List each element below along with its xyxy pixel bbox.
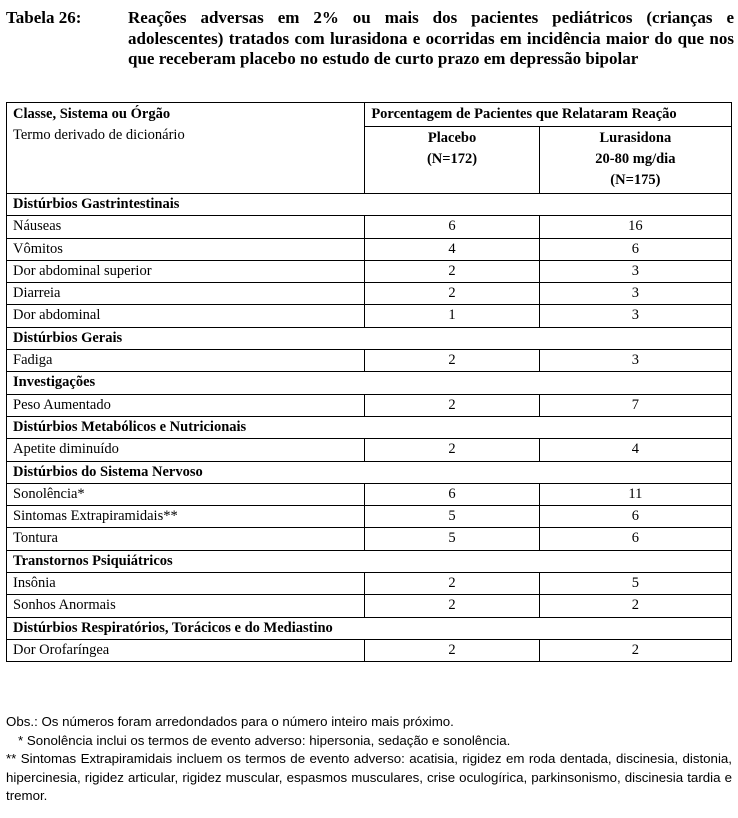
table-row: [7, 305, 732, 327]
term-cell: Tontura: [7, 528, 365, 550]
placebo-value: 2: [365, 439, 539, 461]
lurasidona-value: 3: [539, 305, 731, 327]
header-lurasidona: [539, 127, 731, 194]
section-name: Distúrbios do Sistema Nervoso: [7, 461, 732, 483]
header-lurasidona-label: Lurasidona: [599, 130, 672, 146]
table-row: [7, 260, 732, 282]
header-group: Porcentagem de Pacientes que Relataram Reação: [365, 103, 732, 127]
table-row: [7, 595, 732, 617]
header-placebo: [365, 127, 539, 194]
lurasidona-value: 16: [539, 216, 731, 238]
header-termo: Termo derivado de dicionário: [13, 127, 185, 143]
note-sonolencia: * Sonolência inclui os termos de evento adverso: hipersonia, sedação e sonolência.: [18, 732, 511, 748]
placebo-value: 5: [365, 506, 539, 528]
term-cell: Peso Aumentado: [7, 394, 365, 416]
lurasidona-value: 2: [539, 639, 731, 661]
placebo-value: 2: [365, 394, 539, 416]
term-cell: Insônia: [7, 573, 365, 595]
section-row: [7, 550, 732, 572]
header-classe-title: Classe, Sistema ou Órgão: [13, 106, 171, 122]
header-row-1: [7, 103, 732, 127]
table-row: [7, 483, 732, 505]
lurasidona-value: 11: [539, 483, 731, 505]
header-placebo-label: Placebo: [427, 130, 477, 146]
section-row: [7, 327, 732, 349]
lurasidona-value: 3: [539, 350, 731, 372]
placebo-value: 6: [365, 216, 539, 238]
table-number: Tabela 26:: [6, 8, 82, 27]
note-extrapiramidais: ** Sintomas Extrapiramidais incluem os termos de evento adverso: acatisia, rigidez em roda dentada, discinesia, distonia, hipercinesia, rigidez articular, rigidez muscular, espasmos musculares, crise oculogírica, parkinsonismo, discinesia tardia e tremor.: [6, 751, 732, 804]
table-row: [7, 639, 732, 661]
placebo-value: 2: [365, 283, 539, 305]
section-row: [7, 617, 732, 639]
adverse-reactions-table: [6, 102, 732, 662]
placebo-value: 5: [365, 528, 539, 550]
section-name: Distúrbios Gastrintestinais: [7, 194, 732, 216]
placebo-value: 4: [365, 238, 539, 260]
note-obs: Obs.: Os números foram arredondados para o número inteiro mais próximo.: [6, 714, 454, 729]
header-lurasidona-dose: 20-80 mg/dia: [595, 151, 676, 167]
term-cell: Dor Orofaríngea: [7, 639, 365, 661]
table-title: Reações adversas em 2% ou mais dos pacientes pediátricos (crianças e adolescentes) tratados com lurasidona e ocorridas em incidência maior do que nos que receberam placebo no estudo de curto prazo em depressão bipolar: [128, 8, 734, 68]
section-name: Distúrbios Metabólicos e Nutricionais: [7, 416, 732, 438]
placebo-value: 2: [365, 639, 539, 661]
lurasidona-value: 4: [539, 439, 731, 461]
section-row: [7, 461, 732, 483]
placebo-value: 2: [365, 595, 539, 617]
table-row: [7, 216, 732, 238]
lurasidona-value: 3: [539, 260, 731, 282]
section-row: [7, 372, 732, 394]
term-cell: Sonhos Anormais: [7, 595, 365, 617]
term-cell: Sintomas Extrapiramidais**: [7, 506, 365, 528]
section-row: [7, 194, 732, 216]
term-cell: Dor abdominal: [7, 305, 365, 327]
table-row: [7, 528, 732, 550]
term-cell: Diarreia: [7, 283, 365, 305]
term-cell: Dor abdominal superior: [7, 260, 365, 282]
term-cell: Fadiga: [7, 350, 365, 372]
section-name: Distúrbios Respiratórios, Torácicos e do Mediastino: [7, 617, 732, 639]
term-cell: Sonolência*: [7, 483, 365, 505]
header-placebo-n: (N=172): [426, 151, 478, 167]
term-cell: Náuseas: [7, 216, 365, 238]
table-notes: [6, 713, 732, 806]
table-row: [7, 283, 732, 305]
term-cell: Vômitos: [7, 238, 365, 260]
table-row: [7, 439, 732, 461]
placebo-value: 2: [365, 260, 539, 282]
table-row: [7, 350, 732, 372]
lurasidona-value: 6: [539, 238, 731, 260]
section-name: Transtornos Psiquiátricos: [7, 550, 732, 572]
table-row: [7, 238, 732, 260]
placebo-value: 1: [365, 305, 539, 327]
header-lurasidona-n: (N=175): [610, 172, 661, 188]
lurasidona-value: 7: [539, 394, 731, 416]
placebo-value: 2: [365, 573, 539, 595]
table-row: [7, 394, 732, 416]
lurasidona-value: 6: [539, 506, 731, 528]
lurasidona-value: 6: [539, 528, 731, 550]
placebo-value: 6: [365, 483, 539, 505]
section-row: [7, 416, 732, 438]
table-row: [7, 506, 732, 528]
section-name: Distúrbios Gerais: [7, 327, 732, 349]
lurasidona-value: 5: [539, 573, 731, 595]
lurasidona-value: 2: [539, 595, 731, 617]
header-classe: [7, 103, 365, 194]
term-cell: Apetite diminuído: [7, 439, 365, 461]
placebo-value: 2: [365, 350, 539, 372]
table-row: [7, 573, 732, 595]
lurasidona-value: 3: [539, 283, 731, 305]
section-name: Investigações: [7, 372, 732, 394]
